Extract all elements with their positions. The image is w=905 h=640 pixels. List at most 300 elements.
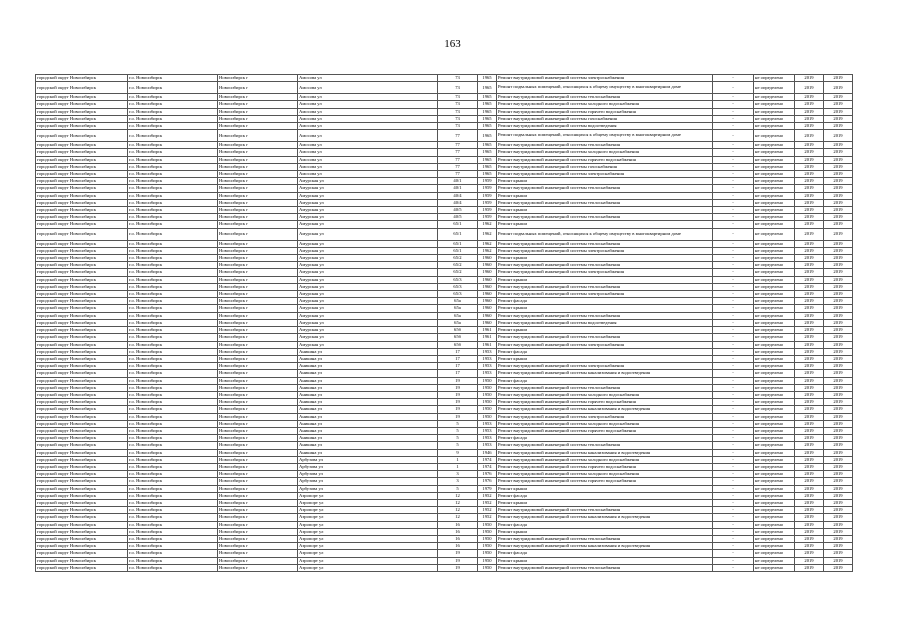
municipality-cell: г.о. Новосибирск (128, 413, 218, 420)
street-cell: Арбузова ул (298, 471, 438, 478)
table-row (36, 442, 853, 449)
municipality-cell: г.о. Новосибирск (128, 142, 218, 149)
city-cell: Новосибирск г (218, 247, 298, 254)
dash-cell: - (713, 94, 754, 101)
street-cell: Аэропорт ул (298, 550, 438, 557)
cost-cell: не определено (754, 75, 795, 82)
work-type-cell: Ремонт крыши (497, 178, 713, 185)
district-cell: городской округ Новосибирск (36, 185, 128, 192)
end-year-cell: 2019 (824, 535, 853, 542)
district-cell: городской округ Новосибирск (36, 75, 128, 82)
house-number-cell: 65б (438, 327, 478, 334)
end-year-cell: 2019 (824, 514, 853, 521)
house-number-cell: 65/3 (438, 291, 478, 298)
start-year-cell: 2019 (795, 471, 824, 478)
street-cell: Арбузова ул (298, 456, 438, 463)
cost-cell: не определено (754, 199, 795, 206)
street-cell: Амурская ул (298, 262, 438, 269)
street-cell: Амурская ул (298, 341, 438, 348)
dash-cell: - (713, 348, 754, 355)
district-cell: городской округ Новосибирск (36, 355, 128, 362)
work-type-cell: Ремонт внутридомовой инженерной системы горячего водоснабжения (497, 399, 713, 406)
city-cell: Новосибирск г (218, 94, 298, 101)
start-year-cell: 2019 (795, 178, 824, 185)
city-cell: Новосибирск г (218, 171, 298, 178)
district-cell: городской округ Новосибирск (36, 247, 128, 254)
table-row (36, 276, 853, 283)
house-number-cell: 1 (438, 463, 478, 470)
table-row (36, 269, 853, 276)
district-cell: городской округ Новосибирск (36, 363, 128, 370)
city-cell: Новосибирск г (218, 521, 298, 528)
house-number-cell: 17 (438, 355, 478, 362)
house-number-cell: 73 (438, 94, 478, 101)
table-row (36, 557, 853, 564)
house-number-cell: 5 (438, 427, 478, 434)
work-type-cell: Ремонт внутридомовой инженерной системы холодного водоснабжения (497, 391, 713, 398)
municipality-cell: г.о. Новосибирск (128, 499, 218, 506)
build-year-cell: 1959 (478, 185, 497, 192)
work-type-cell: Ремонт фасада (497, 435, 713, 442)
street-cell: Амосова ул (298, 171, 438, 178)
house-number-cell: 12 (438, 514, 478, 521)
cost-cell: не определено (754, 449, 795, 456)
cost-cell: не определено (754, 291, 795, 298)
table-row (36, 163, 853, 170)
city-cell: Новосибирск г (218, 442, 298, 449)
dash-cell: - (713, 341, 754, 348)
work-type-cell: Ремонт внутридомовой инженерной системы теплоснабжения (497, 283, 713, 290)
dash-cell: - (713, 163, 754, 170)
end-year-cell: 2019 (824, 499, 853, 506)
cost-cell: не определено (754, 564, 795, 571)
city-cell: Новосибирск г (218, 507, 298, 514)
city-cell: Новосибирск г (218, 291, 298, 298)
street-cell: Амурская ул (298, 192, 438, 199)
street-cell: Аникина ул (298, 399, 438, 406)
municipality-cell: г.о. Новосибирск (128, 427, 218, 434)
dash-cell: - (713, 262, 754, 269)
street-cell: Арбузова ул (298, 478, 438, 485)
dash-cell: - (713, 156, 754, 163)
page-number: 163 (444, 38, 461, 50)
street-cell: Амосова ул (298, 156, 438, 163)
start-year-cell: 2019 (795, 384, 824, 391)
cost-cell: не определено (754, 413, 795, 420)
house-number-cell: 77 (438, 171, 478, 178)
district-cell: городской округ Новосибирск (36, 377, 128, 384)
municipality-cell: г.о. Новосибирск (128, 255, 218, 262)
city-cell: Новосибирск г (218, 327, 298, 334)
municipality-cell: г.о. Новосибирск (128, 262, 218, 269)
cost-cell: не определено (754, 399, 795, 406)
work-type-cell: Ремонт внутридомовой инженерной системы водоотведения (497, 319, 713, 326)
end-year-cell: 2019 (824, 255, 853, 262)
cost-cell: не определено (754, 130, 795, 142)
dash-cell: - (713, 199, 754, 206)
municipality-cell: г.о. Новосибирск (128, 163, 218, 170)
start-year-cell: 2019 (795, 413, 824, 420)
start-year-cell: 2019 (795, 149, 824, 156)
street-cell: Аэропорт ул (298, 499, 438, 506)
work-type-cell: Ремонт подвальных помещений, относящихся к общему имуществу в многоквартирном доме (497, 82, 713, 94)
city-cell: Новосибирск г (218, 199, 298, 206)
dash-cell: - (713, 456, 754, 463)
municipality-cell: г.о. Новосибирск (128, 305, 218, 312)
city-cell: Новосибирск г (218, 240, 298, 247)
house-number-cell: 19 (438, 413, 478, 420)
start-year-cell: 2019 (795, 442, 824, 449)
city-cell: Новосибирск г (218, 75, 298, 82)
district-cell: городской округ Новосибирск (36, 485, 128, 492)
work-type-cell: Ремонт внутридомовой инженерной системы холодного водоснабжения (497, 149, 713, 156)
city-cell: Новосибирск г (218, 283, 298, 290)
street-cell: Аникина ул (298, 435, 438, 442)
house-number-cell: 5 (438, 442, 478, 449)
end-year-cell: 2019 (824, 557, 853, 564)
city-cell: Новосибирск г (218, 463, 298, 470)
city-cell: Новосибирск г (218, 363, 298, 370)
municipality-cell: г.о. Новосибирск (128, 471, 218, 478)
build-year-cell: 1979 (478, 485, 497, 492)
municipality-cell: г.о. Новосибирск (128, 478, 218, 485)
municipality-cell: г.о. Новосибирск (128, 341, 218, 348)
end-year-cell: 2019 (824, 341, 853, 348)
municipality-cell: г.о. Новосибирск (128, 115, 218, 122)
cost-cell: не определено (754, 247, 795, 254)
dash-cell: - (713, 363, 754, 370)
start-year-cell: 2019 (795, 499, 824, 506)
district-cell: городской округ Новосибирск (36, 305, 128, 312)
street-cell: Амурская ул (298, 247, 438, 254)
work-type-cell: Ремонт внутридомовой инженерной системы теплоснабжения (497, 240, 713, 247)
city-cell: Новосибирск г (218, 156, 298, 163)
street-cell: Аникина ул (298, 413, 438, 420)
district-cell: городской округ Новосибирск (36, 207, 128, 214)
build-year-cell: 1952 (478, 492, 497, 499)
house-number-cell: 17 (438, 370, 478, 377)
table-row (36, 485, 853, 492)
municipality-cell: г.о. Новосибирск (128, 456, 218, 463)
build-year-cell: 1946 (478, 449, 497, 456)
start-year-cell: 2019 (795, 101, 824, 108)
build-year-cell: 1953 (478, 363, 497, 370)
district-cell: городской округ Новосибирск (36, 240, 128, 247)
dash-cell: - (713, 485, 754, 492)
municipality-cell: г.о. Новосибирск (128, 319, 218, 326)
work-type-cell: Ремонт внутридомовой инженерной системы теплоснабжения (497, 334, 713, 341)
house-number-cell: 5 (438, 420, 478, 427)
street-cell: Аэропорт ул (298, 492, 438, 499)
table-row (36, 149, 853, 156)
work-type-cell: Ремонт внутридомовой инженерной системы горячего водоснабжения (497, 478, 713, 485)
dash-cell: - (713, 101, 754, 108)
street-cell: Амурская ул (298, 207, 438, 214)
municipality-cell: г.о. Новосибирск (128, 94, 218, 101)
work-type-cell: Ремонт крыши (497, 485, 713, 492)
cost-cell: не определено (754, 142, 795, 149)
build-year-cell: 1960 (478, 291, 497, 298)
dash-cell: - (713, 283, 754, 290)
district-cell: городской округ Новосибирск (36, 178, 128, 185)
house-number-cell: 3 (438, 471, 478, 478)
work-type-cell: Ремонт внутридомовой инженерной системы водоотведения (497, 123, 713, 130)
work-type-cell: Ремонт внутридомовой инженерной системы теплоснабжения (497, 214, 713, 221)
dash-cell: - (713, 327, 754, 334)
build-year-cell: 1976 (478, 478, 497, 485)
city-cell: Новосибирск г (218, 355, 298, 362)
city-cell: Новосибирск г (218, 305, 298, 312)
end-year-cell: 2019 (824, 363, 853, 370)
municipality-cell: г.о. Новосибирск (128, 178, 218, 185)
cost-cell: не определено (754, 214, 795, 221)
cost-cell: не определено (754, 435, 795, 442)
city-cell: Новосибирск г (218, 101, 298, 108)
house-number-cell: 65/1 (438, 221, 478, 228)
build-year-cell: 1950 (478, 550, 497, 557)
work-type-cell: Ремонт внутридомовой инженерной системы электроснабжения (497, 269, 713, 276)
district-cell: городской округ Новосибирск (36, 507, 128, 514)
cost-cell: не определено (754, 363, 795, 370)
build-year-cell: 1953 (478, 348, 497, 355)
work-type-cell: Ремонт внутридомовой инженерной системы электроснабжения (497, 171, 713, 178)
municipality-cell: г.о. Новосибирск (128, 355, 218, 362)
district-cell: городской округ Новосибирск (36, 101, 128, 108)
street-cell: Амурская ул (298, 327, 438, 334)
house-number-cell: 77 (438, 163, 478, 170)
table-row (36, 492, 853, 499)
table-row (36, 298, 853, 305)
dash-cell: - (713, 291, 754, 298)
street-cell: Амурская ул (298, 221, 438, 228)
dash-cell: - (713, 463, 754, 470)
work-type-cell: Ремонт внутридомовой инженерной системы холодного водоснабжения (497, 420, 713, 427)
dash-cell: - (713, 507, 754, 514)
house-number-cell: 19 (438, 550, 478, 557)
street-cell: Аэропорт ул (298, 564, 438, 571)
street-cell: Аэропорт ул (298, 543, 438, 550)
work-type-cell: Ремонт внутридомовой инженерной системы газоснабжения (497, 115, 713, 122)
municipality-cell: г.о. Новосибирск (128, 557, 218, 564)
build-year-cell: 1961 (478, 341, 497, 348)
cost-cell: не определено (754, 163, 795, 170)
end-year-cell: 2019 (824, 399, 853, 406)
end-year-cell: 2019 (824, 348, 853, 355)
city-cell: Новосибирск г (218, 341, 298, 348)
work-type-cell: Ремонт крыши (497, 221, 713, 228)
street-cell: Аникина ул (298, 377, 438, 384)
house-number-cell: 77 (438, 156, 478, 163)
build-year-cell: 1950 (478, 391, 497, 398)
start-year-cell: 2019 (795, 435, 824, 442)
district-cell: городской округ Новосибирск (36, 123, 128, 130)
district-cell: городской округ Новосибирск (36, 557, 128, 564)
build-year-cell: 1950 (478, 384, 497, 391)
table-row (36, 185, 853, 192)
street-cell: Аникина ул (298, 355, 438, 362)
build-year-cell: 1965 (478, 149, 497, 156)
house-number-cell: 19 (438, 391, 478, 398)
district-cell: городской округ Новосибирск (36, 471, 128, 478)
work-type-cell: Ремонт фасада (497, 550, 713, 557)
table-row (36, 377, 853, 384)
cost-cell: не определено (754, 327, 795, 334)
table-row (36, 101, 853, 108)
dash-cell: - (713, 334, 754, 341)
cost-cell: не определено (754, 298, 795, 305)
end-year-cell: 2019 (824, 192, 853, 199)
end-year-cell: 2019 (824, 377, 853, 384)
build-year-cell: 1950 (478, 521, 497, 528)
city-cell: Новосибирск г (218, 178, 298, 185)
start-year-cell: 2019 (795, 240, 824, 247)
end-year-cell: 2019 (824, 334, 853, 341)
city-cell: Новосибирск г (218, 485, 298, 492)
cost-cell: не определено (754, 108, 795, 115)
start-year-cell: 2019 (795, 528, 824, 535)
table-row (36, 399, 853, 406)
start-year-cell: 2019 (795, 269, 824, 276)
street-cell: Амосова ул (298, 82, 438, 94)
start-year-cell: 2019 (795, 192, 824, 199)
city-cell: Новосибирск г (218, 499, 298, 506)
district-cell: городской округ Новосибирск (36, 142, 128, 149)
street-cell: Амосова ул (298, 149, 438, 156)
dash-cell: - (713, 269, 754, 276)
district-cell: городской округ Новосибирск (36, 291, 128, 298)
build-year-cell: 1974 (478, 456, 497, 463)
municipality-cell: г.о. Новосибирск (128, 384, 218, 391)
municipality-cell: г.о. Новосибирск (128, 228, 218, 240)
table-row (36, 305, 853, 312)
dash-cell: - (713, 550, 754, 557)
city-cell: Новосибирск г (218, 276, 298, 283)
district-cell: городской округ Новосибирск (36, 192, 128, 199)
cost-cell: не определено (754, 543, 795, 550)
build-year-cell: 1959 (478, 199, 497, 206)
municipality-cell: г.о. Новосибирск (128, 485, 218, 492)
work-type-cell: Ремонт фасада (497, 492, 713, 499)
table-row (36, 413, 853, 420)
district-cell: городской округ Новосибирск (36, 115, 128, 122)
city-cell: Новосибирск г (218, 262, 298, 269)
house-number-cell: 19 (438, 399, 478, 406)
work-type-cell: Ремонт внутридомовой инженерной системы теплоснабжения (497, 535, 713, 542)
cost-cell: не определено (754, 156, 795, 163)
start-year-cell: 2019 (795, 521, 824, 528)
build-year-cell: 1953 (478, 420, 497, 427)
house-number-cell: 40/4 (438, 199, 478, 206)
table-row (36, 384, 853, 391)
build-year-cell: 1960 (478, 255, 497, 262)
street-cell: Амосова ул (298, 142, 438, 149)
city-cell: Новосибирск г (218, 384, 298, 391)
municipality-cell: г.о. Новосибирск (128, 391, 218, 398)
dash-cell: - (713, 406, 754, 413)
municipality-cell: г.о. Новосибирск (128, 199, 218, 206)
end-year-cell: 2019 (824, 543, 853, 550)
district-cell: городской округ Новосибирск (36, 130, 128, 142)
work-type-cell: Ремонт внутридомовой инженерной системы теплоснабжения (497, 199, 713, 206)
start-year-cell: 2019 (795, 94, 824, 101)
house-number-cell: 65/2 (438, 255, 478, 262)
start-year-cell: 2019 (795, 420, 824, 427)
district-cell: городской округ Новосибирск (36, 108, 128, 115)
street-cell: Амосова ул (298, 115, 438, 122)
district-cell: городской округ Новосибирск (36, 528, 128, 535)
work-type-cell: Ремонт внутридомовой инженерной системы газоснабжения (497, 163, 713, 170)
cost-cell: не определено (754, 101, 795, 108)
city-cell: Новосибирск г (218, 221, 298, 228)
build-year-cell: 1976 (478, 471, 497, 478)
end-year-cell: 2019 (824, 262, 853, 269)
street-cell: Амурская ул (298, 276, 438, 283)
district-cell: городской округ Новосибирск (36, 399, 128, 406)
build-year-cell: 1960 (478, 276, 497, 283)
city-cell: Новосибирск г (218, 413, 298, 420)
municipality-cell: г.о. Новосибирск (128, 214, 218, 221)
build-year-cell: 1965 (478, 115, 497, 122)
table-row (36, 435, 853, 442)
dash-cell: - (713, 185, 754, 192)
city-cell: Новосибирск г (218, 399, 298, 406)
municipality-cell: г.о. Новосибирск (128, 149, 218, 156)
cost-cell: не определено (754, 312, 795, 319)
cost-cell: не определено (754, 463, 795, 470)
cost-cell: не определено (754, 276, 795, 283)
dash-cell: - (713, 442, 754, 449)
district-cell: городской округ Новосибирск (36, 413, 128, 420)
dash-cell: - (713, 427, 754, 434)
dash-cell: - (713, 75, 754, 82)
street-cell: Аникина ул (298, 363, 438, 370)
dash-cell: - (713, 449, 754, 456)
build-year-cell: 1965 (478, 101, 497, 108)
end-year-cell: 2019 (824, 485, 853, 492)
build-year-cell: 1962 (478, 228, 497, 240)
municipality-cell: г.о. Новосибирск (128, 507, 218, 514)
dash-cell: - (713, 192, 754, 199)
house-number-cell: 73 (438, 123, 478, 130)
city-cell: Новосибирск г (218, 449, 298, 456)
city-cell: Новосибирск г (218, 269, 298, 276)
cost-cell: не определено (754, 334, 795, 341)
start-year-cell: 2019 (795, 456, 824, 463)
district-cell: городской округ Новосибирск (36, 255, 128, 262)
start-year-cell: 2019 (795, 355, 824, 362)
start-year-cell: 2019 (795, 262, 824, 269)
district-cell: городской округ Новосибирск (36, 499, 128, 506)
street-cell: Амосова ул (298, 108, 438, 115)
work-type-cell: Ремонт фасада (497, 377, 713, 384)
district-cell: городской округ Новосибирск (36, 384, 128, 391)
dash-cell: - (713, 240, 754, 247)
cost-cell: не определено (754, 535, 795, 542)
municipality-cell: г.о. Новосибирск (128, 327, 218, 334)
build-year-cell: 1959 (478, 178, 497, 185)
start-year-cell: 2019 (795, 291, 824, 298)
cost-cell: не определено (754, 550, 795, 557)
house-number-cell: 19 (438, 557, 478, 564)
build-year-cell: 1965 (478, 130, 497, 142)
street-cell: Амурская ул (298, 185, 438, 192)
house-number-cell: 65/3 (438, 283, 478, 290)
start-year-cell: 2019 (795, 247, 824, 254)
municipality-cell: г.о. Новосибирск (128, 521, 218, 528)
end-year-cell: 2019 (824, 420, 853, 427)
start-year-cell: 2019 (795, 391, 824, 398)
table-row (36, 262, 853, 269)
